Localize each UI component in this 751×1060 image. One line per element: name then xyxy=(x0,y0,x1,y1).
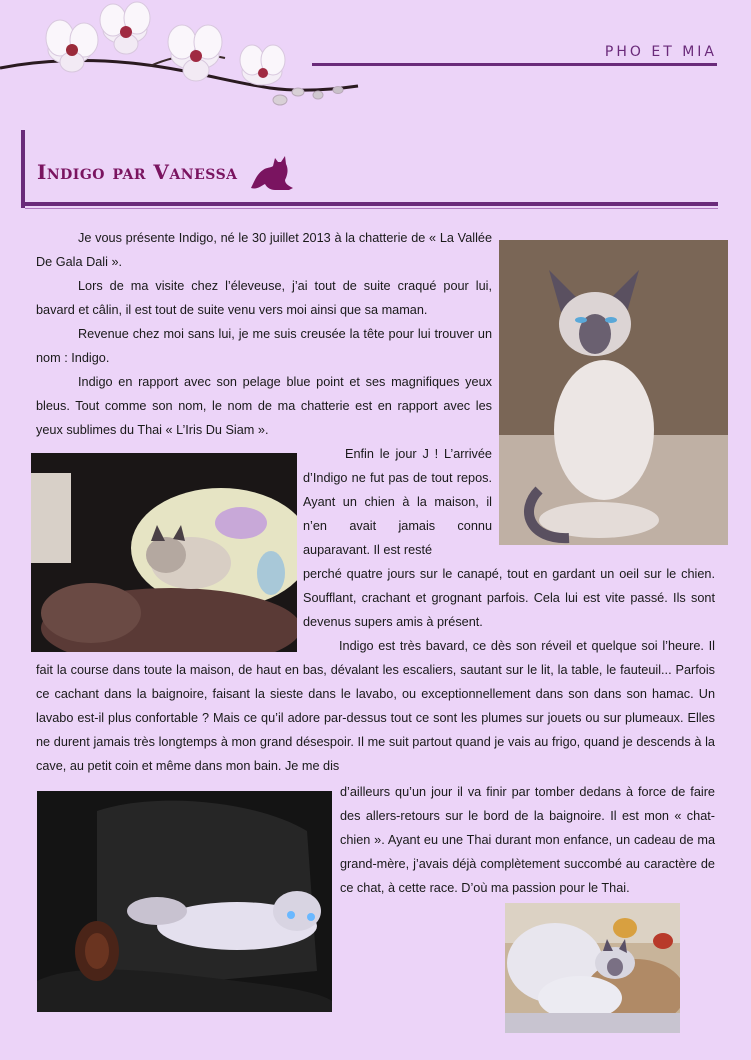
paragraph-5: Enfin le jour J ! L’arrivée d’Indigo ne fut pas de tout repos. Ayant un chien à la maison, il n’en avait jamais connu auparavant. Il est resté xyxy=(303,447,492,557)
paragraph-6: perché quatre jours sur le canapé, tout en gardant un oeil sur le chien. Soufflant, crachant et grognant parfois. Cela lui est vite passé. Ils sont devenus supers amis à présent. xyxy=(303,567,715,629)
sitting-cat-icon xyxy=(245,144,301,192)
personality-text-block xyxy=(36,634,715,778)
paragraph-3: Revenue chez moi sans lui, je me suis creusée la tête pour lui trouver un nom : Indigo. xyxy=(36,327,492,365)
title-frame-bottom-bar xyxy=(21,202,718,206)
orchid-branch-icon xyxy=(0,0,370,120)
brand-name: PHO ET MIA xyxy=(604,44,717,60)
article-title: Indigo par Vanessa xyxy=(37,160,238,184)
paragraph-4: Indigo en rapport avec son pelage blue point et ses magnifiques yeux bleus. Tout comme son nom, le nom de ma chatterie est en rapport avec les yeux sublimes du Thai « L’Iris Du Siam ». xyxy=(36,375,492,437)
paragraph-8: d’ailleurs qu’un jour il va finir par tomber dedans à force de faire des allers-retours sur le bord de la baignoire. Il est mon « chat-chien ». Ayant eu une Thai durant mon enfance, un cadeau de ma grand-mère, j’avais déjà complètement succombé au caractère de ce chat, à cette race. D’où ma passion pour le Thai. xyxy=(340,785,715,895)
title-frame-left-bar xyxy=(21,130,25,208)
title-frame-bottom-thin-bar xyxy=(25,208,718,209)
photo-indigo-in-armchair xyxy=(37,791,332,1012)
photo-indigo-on-cushion xyxy=(505,903,680,1033)
arrival-text-block xyxy=(303,442,492,562)
paragraph-2: Lors de ma visite chez l’éleveuse, j’ai tout de suite craqué pour lui, bavard et câlin, il est tout de suite venu vers moi ainsi que sa maman. xyxy=(36,279,492,317)
sofa-text-block xyxy=(303,562,715,634)
paragraph-1: Je vous présente Indigo, né le 30 juillet 2013 à la chatterie de « La Vallée De Gala Dali ». xyxy=(36,231,492,269)
photo-indigo-on-pillow xyxy=(31,453,297,652)
intro-text-block xyxy=(36,226,492,442)
header-divider xyxy=(312,63,717,66)
photo-indigo-sitting xyxy=(499,240,728,545)
title-frame xyxy=(21,130,718,210)
closing-text-block xyxy=(340,780,715,900)
paragraph-7: Indigo est très bavard, ce dès son réveil et quelque soi l’heure. Il fait la course dans toute la maison, de haut en bas, dévalant les escaliers, sautant sur le lit, la table, le fauteuil... Parfois ce cachant dans la baignoire, faisant la sieste dans le lavabo, ou exceptionnellement dans son dans son hamac. Un lavabo est-il plus confortable ? Mais ce qu’il adore par-dessus tout ce sont les plumes sur jouets ou sur plumeaux. Elles ne durent jamais très longtemps à mon grand désespoir. Il me suit partout quand je vais au frigo, quand je descends à la cave, au petit coin et même dans mon bain. Je me dis xyxy=(36,639,715,773)
